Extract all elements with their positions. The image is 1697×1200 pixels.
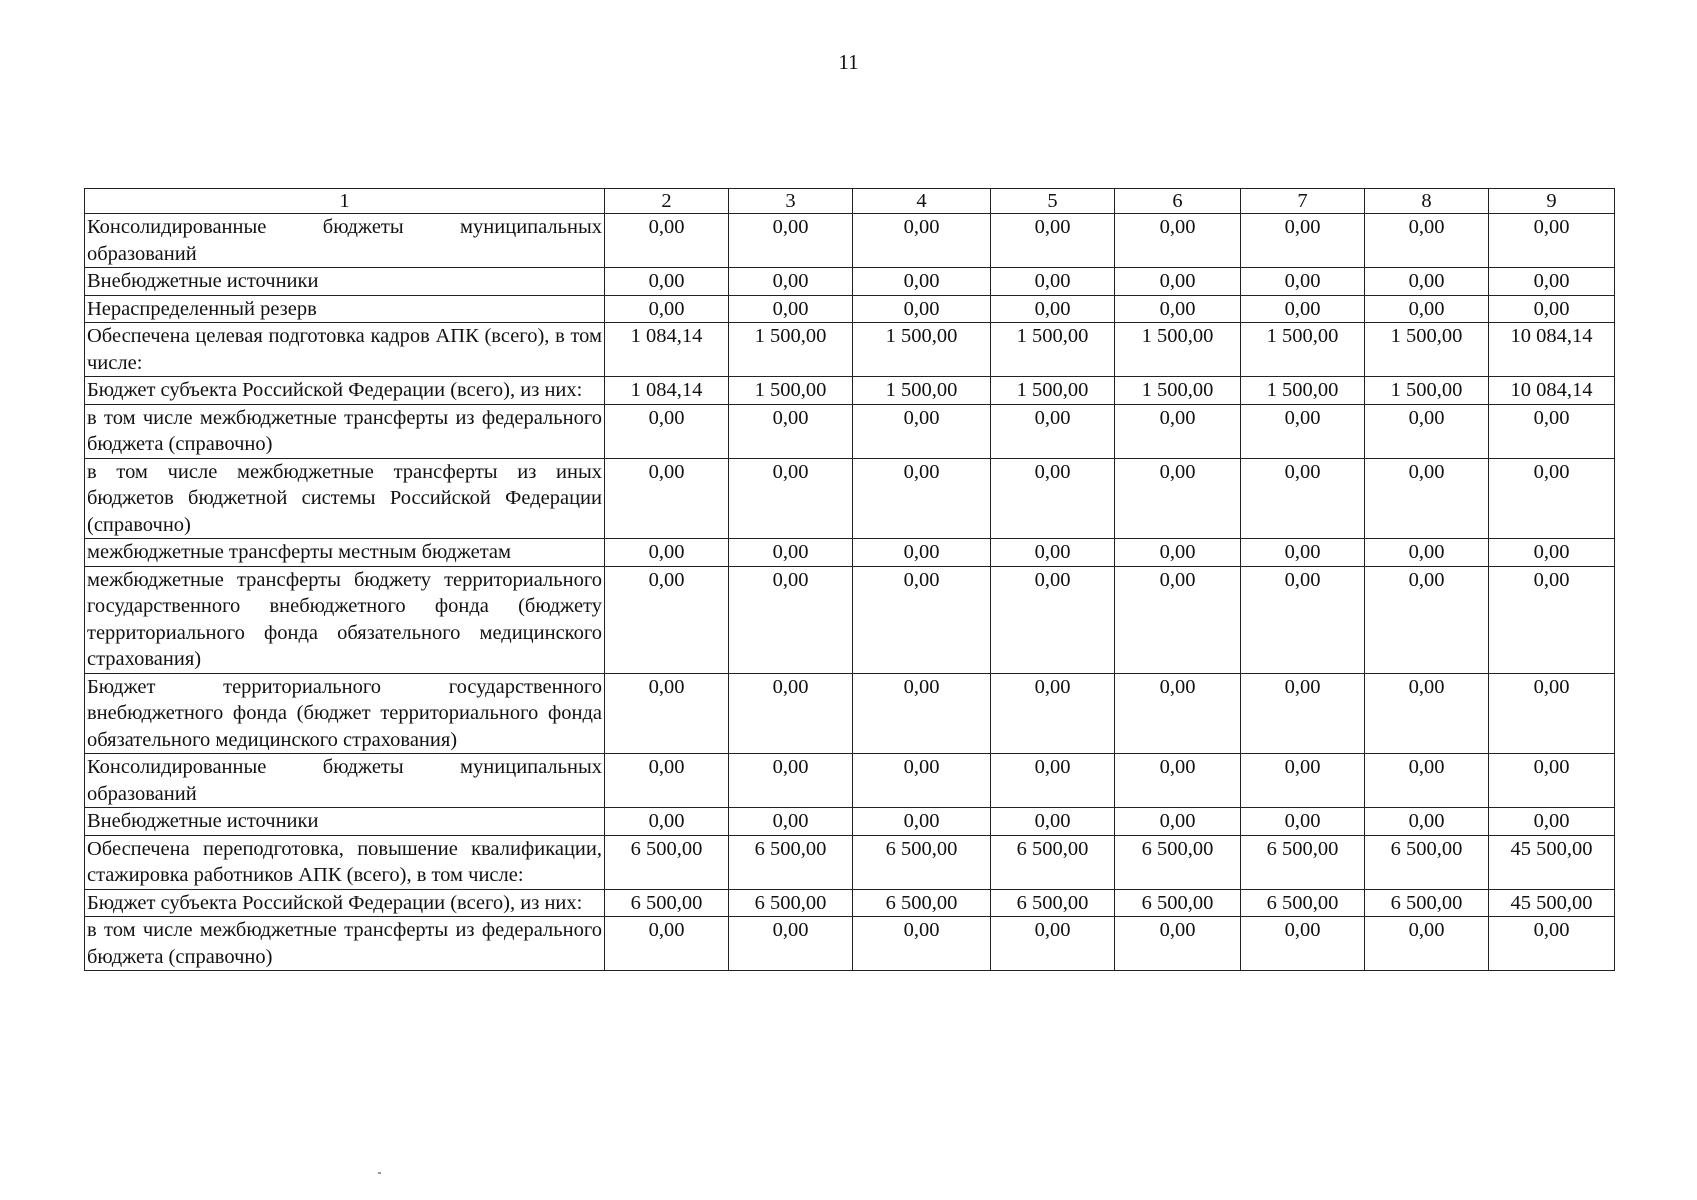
scan-speck xyxy=(378,1172,381,1174)
value-cell: 0,00 xyxy=(729,917,853,971)
value-cell: 0,00 xyxy=(991,214,1115,268)
value-cell: 0,00 xyxy=(991,295,1115,323)
row-label: Консолидированные бюджеты муниципальных образований xyxy=(85,214,605,268)
row-label: Бюджет субъекта Российской Федерации (всего), из них: xyxy=(85,377,605,405)
column-header: 1 xyxy=(85,189,605,214)
value-cell: 0,00 xyxy=(729,566,853,673)
value-cell: 0,00 xyxy=(853,917,991,971)
value-cell: 0,00 xyxy=(1365,673,1489,754)
value-cell: 0,00 xyxy=(605,808,729,836)
value-cell: 0,00 xyxy=(1115,295,1241,323)
value-cell: 1 500,00 xyxy=(853,323,991,377)
value-cell: 0,00 xyxy=(853,754,991,808)
table-row xyxy=(85,323,1615,377)
value-cell: 0,00 xyxy=(1241,566,1365,673)
value-cell: 0,00 xyxy=(1489,268,1615,296)
value-cell: 0,00 xyxy=(1241,268,1365,296)
row-label: Обеспечена целевая подготовка кадров АПК (всего), в том числе: xyxy=(85,323,605,377)
value-cell: 6 500,00 xyxy=(991,835,1115,889)
value-cell: 0,00 xyxy=(729,539,853,567)
value-cell: 0,00 xyxy=(1115,566,1241,673)
value-cell: 0,00 xyxy=(729,214,853,268)
column-header: 4 xyxy=(853,189,991,214)
header-row xyxy=(85,189,1615,214)
table-row xyxy=(85,458,1615,539)
value-cell: 0,00 xyxy=(1489,917,1615,971)
value-cell: 0,00 xyxy=(1365,404,1489,458)
value-cell: 0,00 xyxy=(605,404,729,458)
value-cell: 1 500,00 xyxy=(1241,377,1365,405)
value-cell: 0,00 xyxy=(1489,566,1615,673)
column-header: 8 xyxy=(1365,189,1489,214)
value-cell: 0,00 xyxy=(991,673,1115,754)
table-row xyxy=(85,808,1615,836)
value-cell: 0,00 xyxy=(1365,917,1489,971)
value-cell: 0,00 xyxy=(605,214,729,268)
value-cell: 0,00 xyxy=(991,539,1115,567)
value-cell: 0,00 xyxy=(991,566,1115,673)
row-label: Обеспечена переподготовка, повышение квалификации, стажировка работников АПК (всего), в том числе: xyxy=(85,835,605,889)
column-header: 3 xyxy=(729,189,853,214)
row-label: Бюджет субъекта Российской Федерации (всего), из них: xyxy=(85,889,605,917)
value-cell: 0,00 xyxy=(853,539,991,567)
value-cell: 0,00 xyxy=(1365,808,1489,836)
value-cell: 1 500,00 xyxy=(853,377,991,405)
value-cell: 0,00 xyxy=(1489,754,1615,808)
value-cell: 0,00 xyxy=(1115,673,1241,754)
value-cell: 6 500,00 xyxy=(1241,889,1365,917)
table-row xyxy=(85,835,1615,889)
value-cell: 0,00 xyxy=(991,754,1115,808)
value-cell: 1 500,00 xyxy=(1241,323,1365,377)
value-cell: 0,00 xyxy=(853,404,991,458)
value-cell: 45 500,00 xyxy=(1489,889,1615,917)
value-cell: 0,00 xyxy=(1489,214,1615,268)
table-row xyxy=(85,377,1615,405)
value-cell: 6 500,00 xyxy=(605,835,729,889)
row-label: в том числе межбюджетные трансферты из иных бюджетов бюджетной системы Российской Федерации (справочно) xyxy=(85,458,605,539)
value-cell: 0,00 xyxy=(1365,295,1489,323)
value-cell: 0,00 xyxy=(1115,539,1241,567)
table-row xyxy=(85,539,1615,567)
value-cell: 0,00 xyxy=(1241,404,1365,458)
value-cell: 0,00 xyxy=(853,566,991,673)
table-body xyxy=(85,189,1615,971)
value-cell: 0,00 xyxy=(1365,458,1489,539)
value-cell: 0,00 xyxy=(1115,268,1241,296)
value-cell: 6 500,00 xyxy=(1115,889,1241,917)
value-cell: 0,00 xyxy=(729,808,853,836)
value-cell: 0,00 xyxy=(729,754,853,808)
value-cell: 0,00 xyxy=(853,808,991,836)
value-cell: 1 084,14 xyxy=(605,377,729,405)
value-cell: 10 084,14 xyxy=(1489,377,1615,405)
value-cell: 0,00 xyxy=(853,673,991,754)
table-row xyxy=(85,673,1615,754)
value-cell: 0,00 xyxy=(1115,458,1241,539)
value-cell: 0,00 xyxy=(605,754,729,808)
value-cell: 0,00 xyxy=(853,458,991,539)
value-cell: 0,00 xyxy=(1115,917,1241,971)
table-row xyxy=(85,917,1615,971)
value-cell: 0,00 xyxy=(991,458,1115,539)
value-cell: 0,00 xyxy=(605,566,729,673)
value-cell: 0,00 xyxy=(605,268,729,296)
value-cell: 0,00 xyxy=(605,917,729,971)
row-label: Нераспределенный резерв xyxy=(85,295,605,323)
value-cell: 0,00 xyxy=(1115,214,1241,268)
column-header: 5 xyxy=(991,189,1115,214)
value-cell: 6 500,00 xyxy=(991,889,1115,917)
value-cell: 6 500,00 xyxy=(853,889,991,917)
value-cell: 6 500,00 xyxy=(1365,889,1489,917)
value-cell: 0,00 xyxy=(1489,404,1615,458)
value-cell: 0,00 xyxy=(853,214,991,268)
value-cell: 0,00 xyxy=(1241,458,1365,539)
value-cell: 0,00 xyxy=(1489,808,1615,836)
value-cell: 0,00 xyxy=(1365,539,1489,567)
value-cell: 1 500,00 xyxy=(1365,323,1489,377)
value-cell: 0,00 xyxy=(1115,754,1241,808)
value-cell: 0,00 xyxy=(1241,673,1365,754)
table-row xyxy=(85,268,1615,296)
value-cell: 0,00 xyxy=(729,268,853,296)
value-cell: 0,00 xyxy=(1489,295,1615,323)
page-number: 11 xyxy=(838,50,859,74)
value-cell: 1 500,00 xyxy=(1365,377,1489,405)
value-cell: 10 084,14 xyxy=(1489,323,1615,377)
value-cell: 0,00 xyxy=(991,268,1115,296)
value-cell: 1 084,14 xyxy=(605,323,729,377)
value-cell: 0,00 xyxy=(1365,566,1489,673)
row-label: в том числе межбюджетные трансферты из федерального бюджета (справочно) xyxy=(85,917,605,971)
value-cell: 0,00 xyxy=(1241,295,1365,323)
row-label: межбюджетные трансферты местным бюджетам xyxy=(85,539,605,567)
value-cell: 0,00 xyxy=(605,458,729,539)
value-cell: 6 500,00 xyxy=(1115,835,1241,889)
table-row xyxy=(85,404,1615,458)
value-cell: 0,00 xyxy=(991,808,1115,836)
value-cell: 0,00 xyxy=(991,404,1115,458)
column-header: 2 xyxy=(605,189,729,214)
value-cell: 0,00 xyxy=(605,295,729,323)
value-cell: 0,00 xyxy=(605,673,729,754)
value-cell: 0,00 xyxy=(1365,268,1489,296)
value-cell: 45 500,00 xyxy=(1489,835,1615,889)
value-cell: 0,00 xyxy=(1489,539,1615,567)
value-cell: 1 500,00 xyxy=(729,377,853,405)
value-cell: 0,00 xyxy=(729,458,853,539)
value-cell: 0,00 xyxy=(853,268,991,296)
table-row xyxy=(85,889,1615,917)
value-cell: 1 500,00 xyxy=(991,377,1115,405)
value-cell: 0,00 xyxy=(1365,214,1489,268)
value-cell: 1 500,00 xyxy=(991,323,1115,377)
table-row xyxy=(85,566,1615,673)
value-cell: 6 500,00 xyxy=(1241,835,1365,889)
column-header: 7 xyxy=(1241,189,1365,214)
budget-table xyxy=(84,188,1615,971)
value-cell: 0,00 xyxy=(729,295,853,323)
value-cell: 0,00 xyxy=(1241,539,1365,567)
row-label: Внебюджетные источники xyxy=(85,808,605,836)
value-cell: 6 500,00 xyxy=(1365,835,1489,889)
value-cell: 6 500,00 xyxy=(729,889,853,917)
value-cell: 0,00 xyxy=(1115,808,1241,836)
value-cell: 0,00 xyxy=(1241,808,1365,836)
value-cell: 1 500,00 xyxy=(1115,323,1241,377)
value-cell: 6 500,00 xyxy=(853,835,991,889)
value-cell: 6 500,00 xyxy=(605,889,729,917)
row-label: Консолидированные бюджеты муниципальных образований xyxy=(85,754,605,808)
value-cell: 0,00 xyxy=(729,673,853,754)
row-label: в том числе межбюджетные трансферты из федерального бюджета (справочно) xyxy=(85,404,605,458)
value-cell: 0,00 xyxy=(1365,754,1489,808)
value-cell: 0,00 xyxy=(1241,754,1365,808)
value-cell: 0,00 xyxy=(1489,458,1615,539)
row-label: Внебюджетные источники xyxy=(85,268,605,296)
value-cell: 0,00 xyxy=(991,917,1115,971)
value-cell: 0,00 xyxy=(1241,917,1365,971)
column-header: 9 xyxy=(1489,189,1615,214)
value-cell: 1 500,00 xyxy=(1115,377,1241,405)
value-cell: 0,00 xyxy=(853,295,991,323)
row-label: межбюджетные трансферты бюджету территориального государственного внебюджетного фонда (бюджету территориального фонда обязательного медицинского страхования) xyxy=(85,566,605,673)
column-header: 6 xyxy=(1115,189,1241,214)
table-row xyxy=(85,754,1615,808)
value-cell: 0,00 xyxy=(1241,214,1365,268)
value-cell: 0,00 xyxy=(1489,673,1615,754)
table-row xyxy=(85,214,1615,268)
table-row xyxy=(85,295,1615,323)
row-label: Бюджет территориального государственного внебюджетного фонда (бюджет территориального фонда обязательного медицинского страхования) xyxy=(85,673,605,754)
value-cell: 6 500,00 xyxy=(729,835,853,889)
value-cell: 0,00 xyxy=(1115,404,1241,458)
value-cell: 0,00 xyxy=(729,404,853,458)
value-cell: 1 500,00 xyxy=(729,323,853,377)
value-cell: 0,00 xyxy=(605,539,729,567)
